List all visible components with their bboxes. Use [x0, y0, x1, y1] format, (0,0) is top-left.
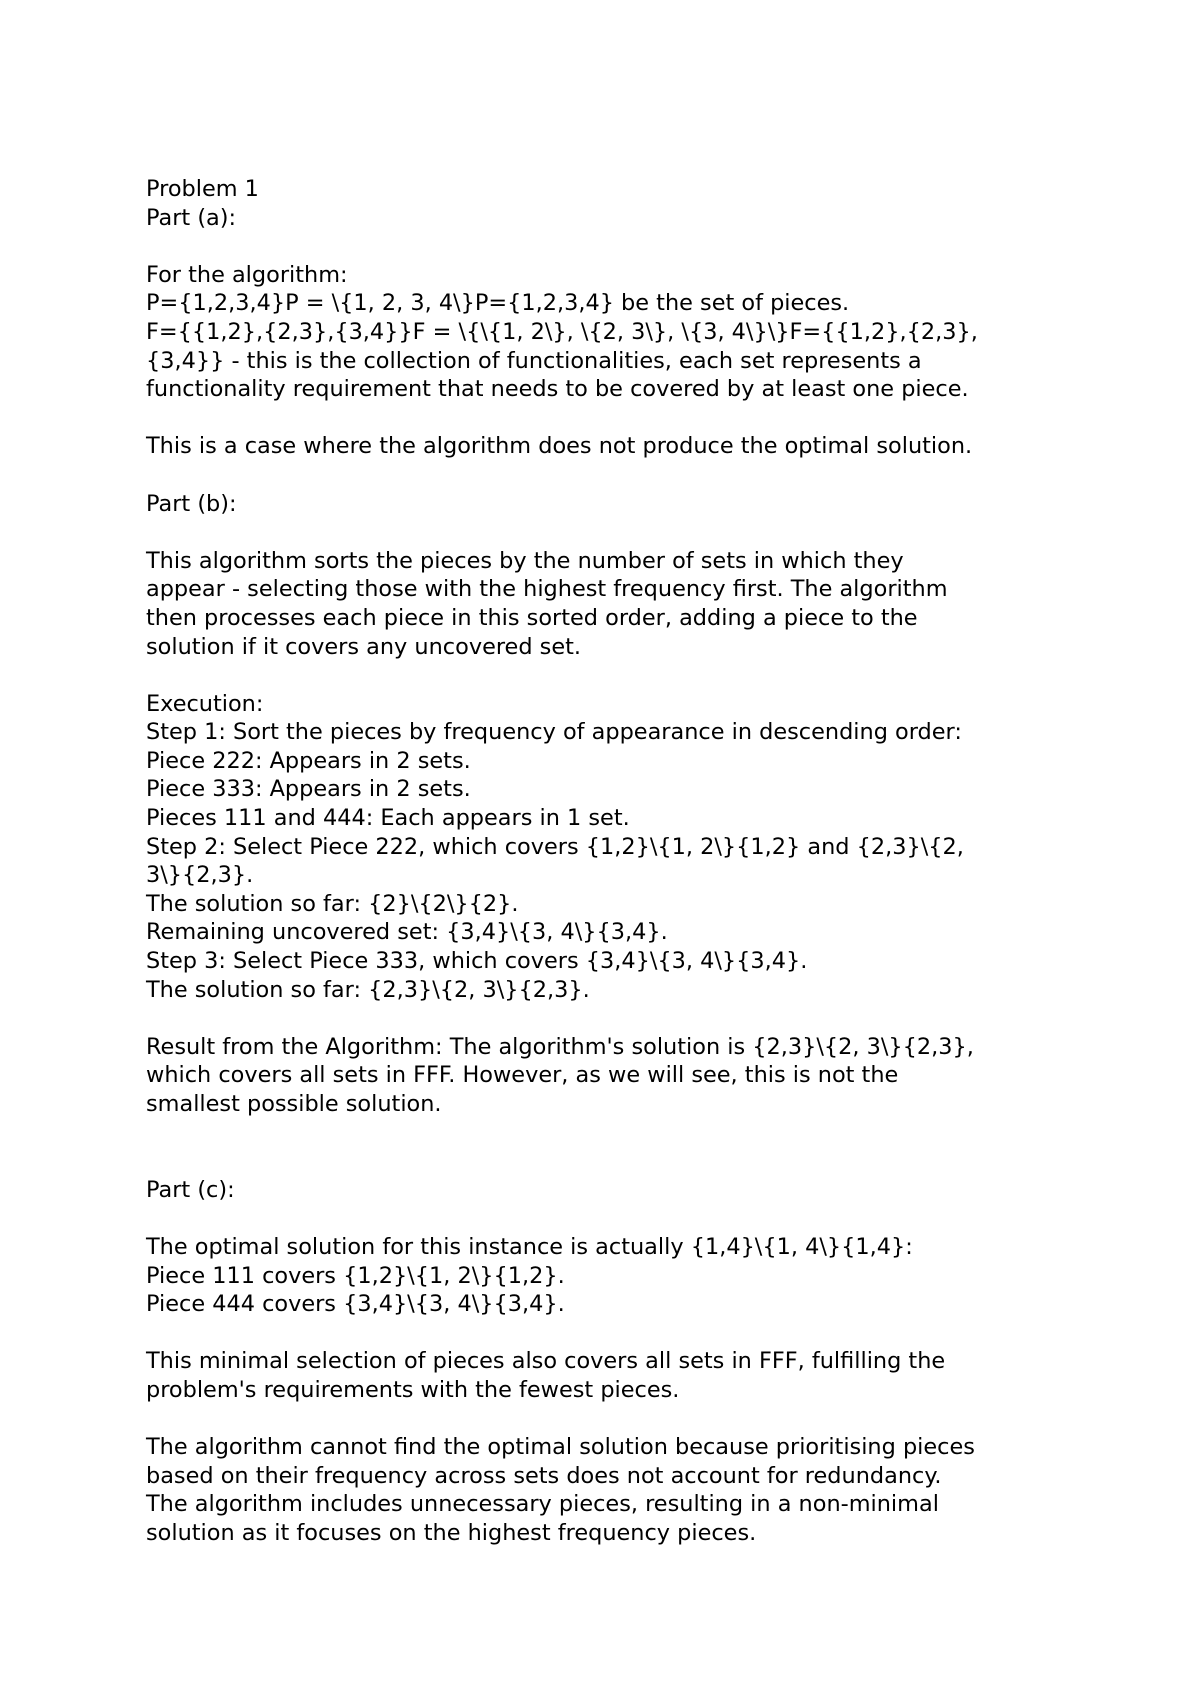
execution-line: Step 3: Select Piece 333, which covers {3,4}\{3, 4\}{3,4}. [146, 948, 808, 975]
part-a-heading: Part (a): [146, 204, 237, 231]
part-a-line: F={{1,2},{2,3},{3,4}}F = \{\{1, 2\}, \{2, 3\}, \{3, 4\}\}F={{1,2},{2,3}, [146, 318, 978, 345]
execution-line: Step 2: Select Piece 222, which covers {1,2}\{1, 2\}{1,2} and {2,3}\{2, [146, 833, 964, 860]
execution-line: Remaining uncovered set: {3,4}\{3, 4\}{3,4}. [146, 919, 668, 946]
spacer [146, 1119, 1086, 1176]
part-a-line: {3,4}} - this is the collection of functionalities, each set represents a [146, 347, 922, 374]
execution-line: Piece 333: Appears in 2 sets. [146, 776, 471, 803]
optimal-line: Piece 111 covers {1,2}\{1, 2\}{1,2}. [146, 1262, 565, 1289]
spacer [146, 1319, 1086, 1348]
explanation-line: solution as it focuses on the highest frequency pieces. [146, 1519, 757, 1546]
execution-line: Piece 222: Appears in 2 sets. [146, 747, 471, 774]
execution-line: The solution so far: {2,3}\{2, 3\}{2,3}. [146, 976, 590, 1003]
spacer [146, 1204, 1086, 1233]
spacer [146, 461, 1086, 490]
execution-line: Step 1: Sort the pieces by frequency of appearance in descending order: [146, 719, 962, 746]
spacer [146, 232, 1086, 261]
explanation-line: based on their frequency across sets does not account for redundancy. [146, 1462, 942, 1489]
result-line: Result from the Algorithm: The algorithm's solution is {2,3}\{2, 3\}{2,3}, [146, 1033, 974, 1060]
part-a-line: functionality requirement that needs to be covered by at least one piece. [146, 376, 969, 403]
explanation-line: The algorithm cannot find the optimal solution because prioritising pieces [146, 1434, 975, 1461]
problem-title: Problem 1 [146, 176, 259, 202]
result-line: which covers all sets in FFF. However, as we will see, this is not the [146, 1062, 899, 1089]
part-b-intro-line: solution if it covers any uncovered set. [146, 633, 581, 660]
execution-line: The solution so far: {2}\{2\}{2}. [146, 890, 519, 917]
explanation-line: The algorithm includes unnecessary pieces, resulting in a non-minimal [146, 1491, 939, 1518]
part-b-intro-line: appear - selecting those with the highest frequency first. The algorithm [146, 576, 948, 603]
optimal-line: The optimal solution for this instance is actually {1,4}\{1, 4\}{1,4}: [146, 1233, 913, 1260]
execution-line: Execution: [146, 690, 264, 717]
spacer [146, 518, 1086, 547]
minimal-line: problem's requirements with the fewest pieces. [146, 1376, 680, 1403]
part-c-heading: Part (c): [146, 1176, 235, 1203]
result-line: smallest possible solution. [146, 1091, 442, 1117]
spacer [146, 404, 1086, 433]
part-b-intro-line: This algorithm sorts the pieces by the number of sets in which they [146, 547, 904, 574]
part-b-heading: Part (b): [146, 490, 237, 517]
part-b-intro-line: then processes each piece in this sorted order, adding a piece to the [146, 604, 918, 631]
spacer [146, 661, 1086, 690]
minimal-line: This minimal selection of pieces also covers all sets in FFF, fulfilling the [146, 1348, 946, 1375]
part-a-line: P={1,2,3,4}P = \{1, 2, 3, 4\}P={1,2,3,4} be the set of pieces. [146, 290, 850, 317]
part-a-line: For the algorithm: [146, 261, 348, 288]
spacer [146, 1004, 1086, 1033]
execution-line: 3\}{2,3}. [146, 862, 254, 889]
document-body [146, 175, 1086, 1548]
execution-line: Pieces 111 and 444: Each appears in 1 set. [146, 805, 630, 832]
spacer [146, 1405, 1086, 1434]
part-a-conclusion: This is a case where the algorithm does not produce the optimal solution. [146, 433, 973, 460]
optimal-line: Piece 444 covers {3,4}\{3, 4\}{3,4}. [146, 1291, 565, 1318]
